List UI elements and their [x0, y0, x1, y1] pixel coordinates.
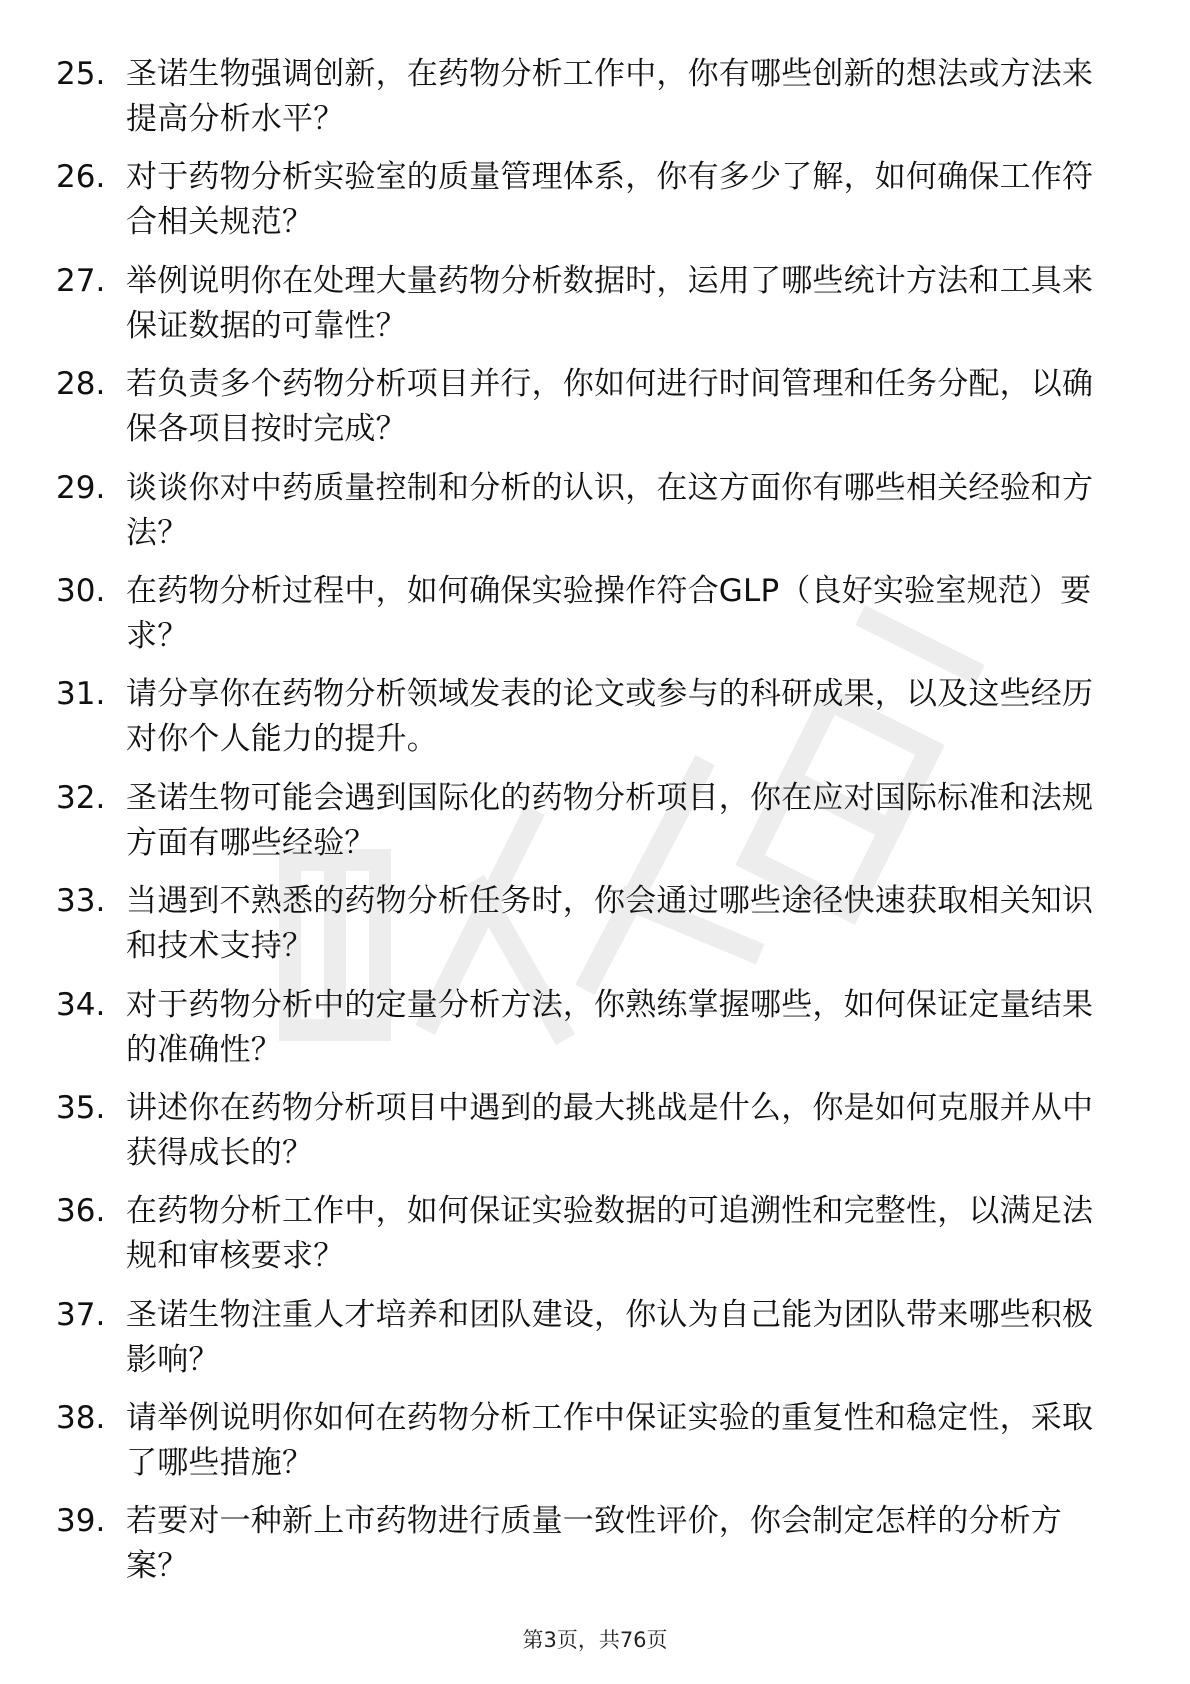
- list-item: [56, 1293, 1116, 1396]
- question-number: 27.: [56, 262, 106, 299]
- question-number: 35.: [56, 1089, 106, 1126]
- question-text: 圣诺生物注重人才培养和团队建设，你认为自己能为团队带来哪些积极影响？: [126, 1296, 1094, 1378]
- question-number: 26.: [56, 159, 106, 196]
- question-list: [56, 52, 1116, 1603]
- list-item: [56, 362, 1116, 465]
- list-item: [56, 879, 1116, 982]
- question-text: 举例说明你在处理大量药物分析数据时，运用了哪些统计方法和工具来保证数据的可靠性？: [126, 262, 1094, 344]
- question-text: 在药物分析过程中，如何确保实验操作符合GLP（良好实验室规范）要求？: [126, 572, 1092, 654]
- question-number: 25.: [56, 56, 106, 92]
- list-item: [56, 672, 1116, 775]
- question-number: 36.: [56, 1193, 106, 1230]
- list-item: [56, 1499, 1116, 1602]
- page-footer: [0, 1626, 1190, 1654]
- question-text: 对于药物分析中的定量分析方法，你熟练掌握哪些，如何保证定量结果的准确性？: [126, 986, 1094, 1068]
- question-number: 28.: [56, 366, 106, 403]
- question-text: 对于药物分析实验室的质量管理体系，你有多少了解，如何确保工作符合相关规范？: [126, 159, 1094, 241]
- list-item: [56, 52, 1116, 155]
- question-text: 讲述你在药物分析项目中遇到的最大挑战是什么，你是如何克服并从中获得成长的？: [126, 1089, 1094, 1171]
- question-number: 30.: [56, 572, 106, 609]
- list-item: [56, 1396, 1116, 1499]
- question-number: 38.: [56, 1400, 106, 1437]
- question-number: 29.: [56, 469, 106, 506]
- list-item: [56, 1189, 1116, 1292]
- list-item: [56, 569, 1116, 672]
- question-number: 32.: [56, 779, 106, 816]
- list-item: [56, 1086, 1116, 1189]
- list-item: [56, 466, 1116, 569]
- list-item: [56, 155, 1116, 258]
- question-number: 37.: [56, 1296, 106, 1333]
- question-text: 请举例说明你如何在药物分析工作中保证实验的重复性和稳定性，采取了哪些措施？: [126, 1400, 1094, 1482]
- question-text: 在药物分析工作中，如何保证实验数据的可追溯性和完整性，以满足法规和审核要求？: [126, 1193, 1094, 1275]
- question-text: 当遇到不熟悉的药物分析任务时，你会通过哪些途径快速获取相关知识和技术支持？: [126, 883, 1094, 965]
- question-text: 若要对一种新上市药物进行质量一致性评价，你会制定怎样的分析方案？: [126, 1503, 1062, 1585]
- list-item: [56, 259, 1116, 362]
- question-text: 若负责多个药物分析项目并行，你如何进行时间管理和任务分配，以确保各项目按时完成？: [126, 366, 1094, 448]
- question-number: 34.: [56, 986, 106, 1023]
- list-item: [56, 776, 1116, 879]
- page-number-label: 第3页，共76页: [522, 1628, 668, 1652]
- question-text: 谈谈你对中药质量控制和分析的认识，在这方面你有哪些相关经验和方法？: [126, 469, 1094, 551]
- question-number: 39.: [56, 1503, 106, 1540]
- question-text: 圣诺生物强调创新，在药物分析工作中，你有哪些创新的想法或方法来提高分析水平？: [126, 56, 1094, 137]
- question-text: 请分享你在药物分析领域发表的论文或参与的科研成果，以及这些经历对你个人能力的提升。: [126, 676, 1094, 758]
- question-number: 31.: [56, 676, 106, 713]
- question-text: 圣诺生物可能会遇到国际化的药物分析项目，你在应对国际标准和法规方面有哪些经验？: [126, 779, 1094, 861]
- list-item: [56, 983, 1116, 1086]
- question-number: 33.: [56, 883, 106, 920]
